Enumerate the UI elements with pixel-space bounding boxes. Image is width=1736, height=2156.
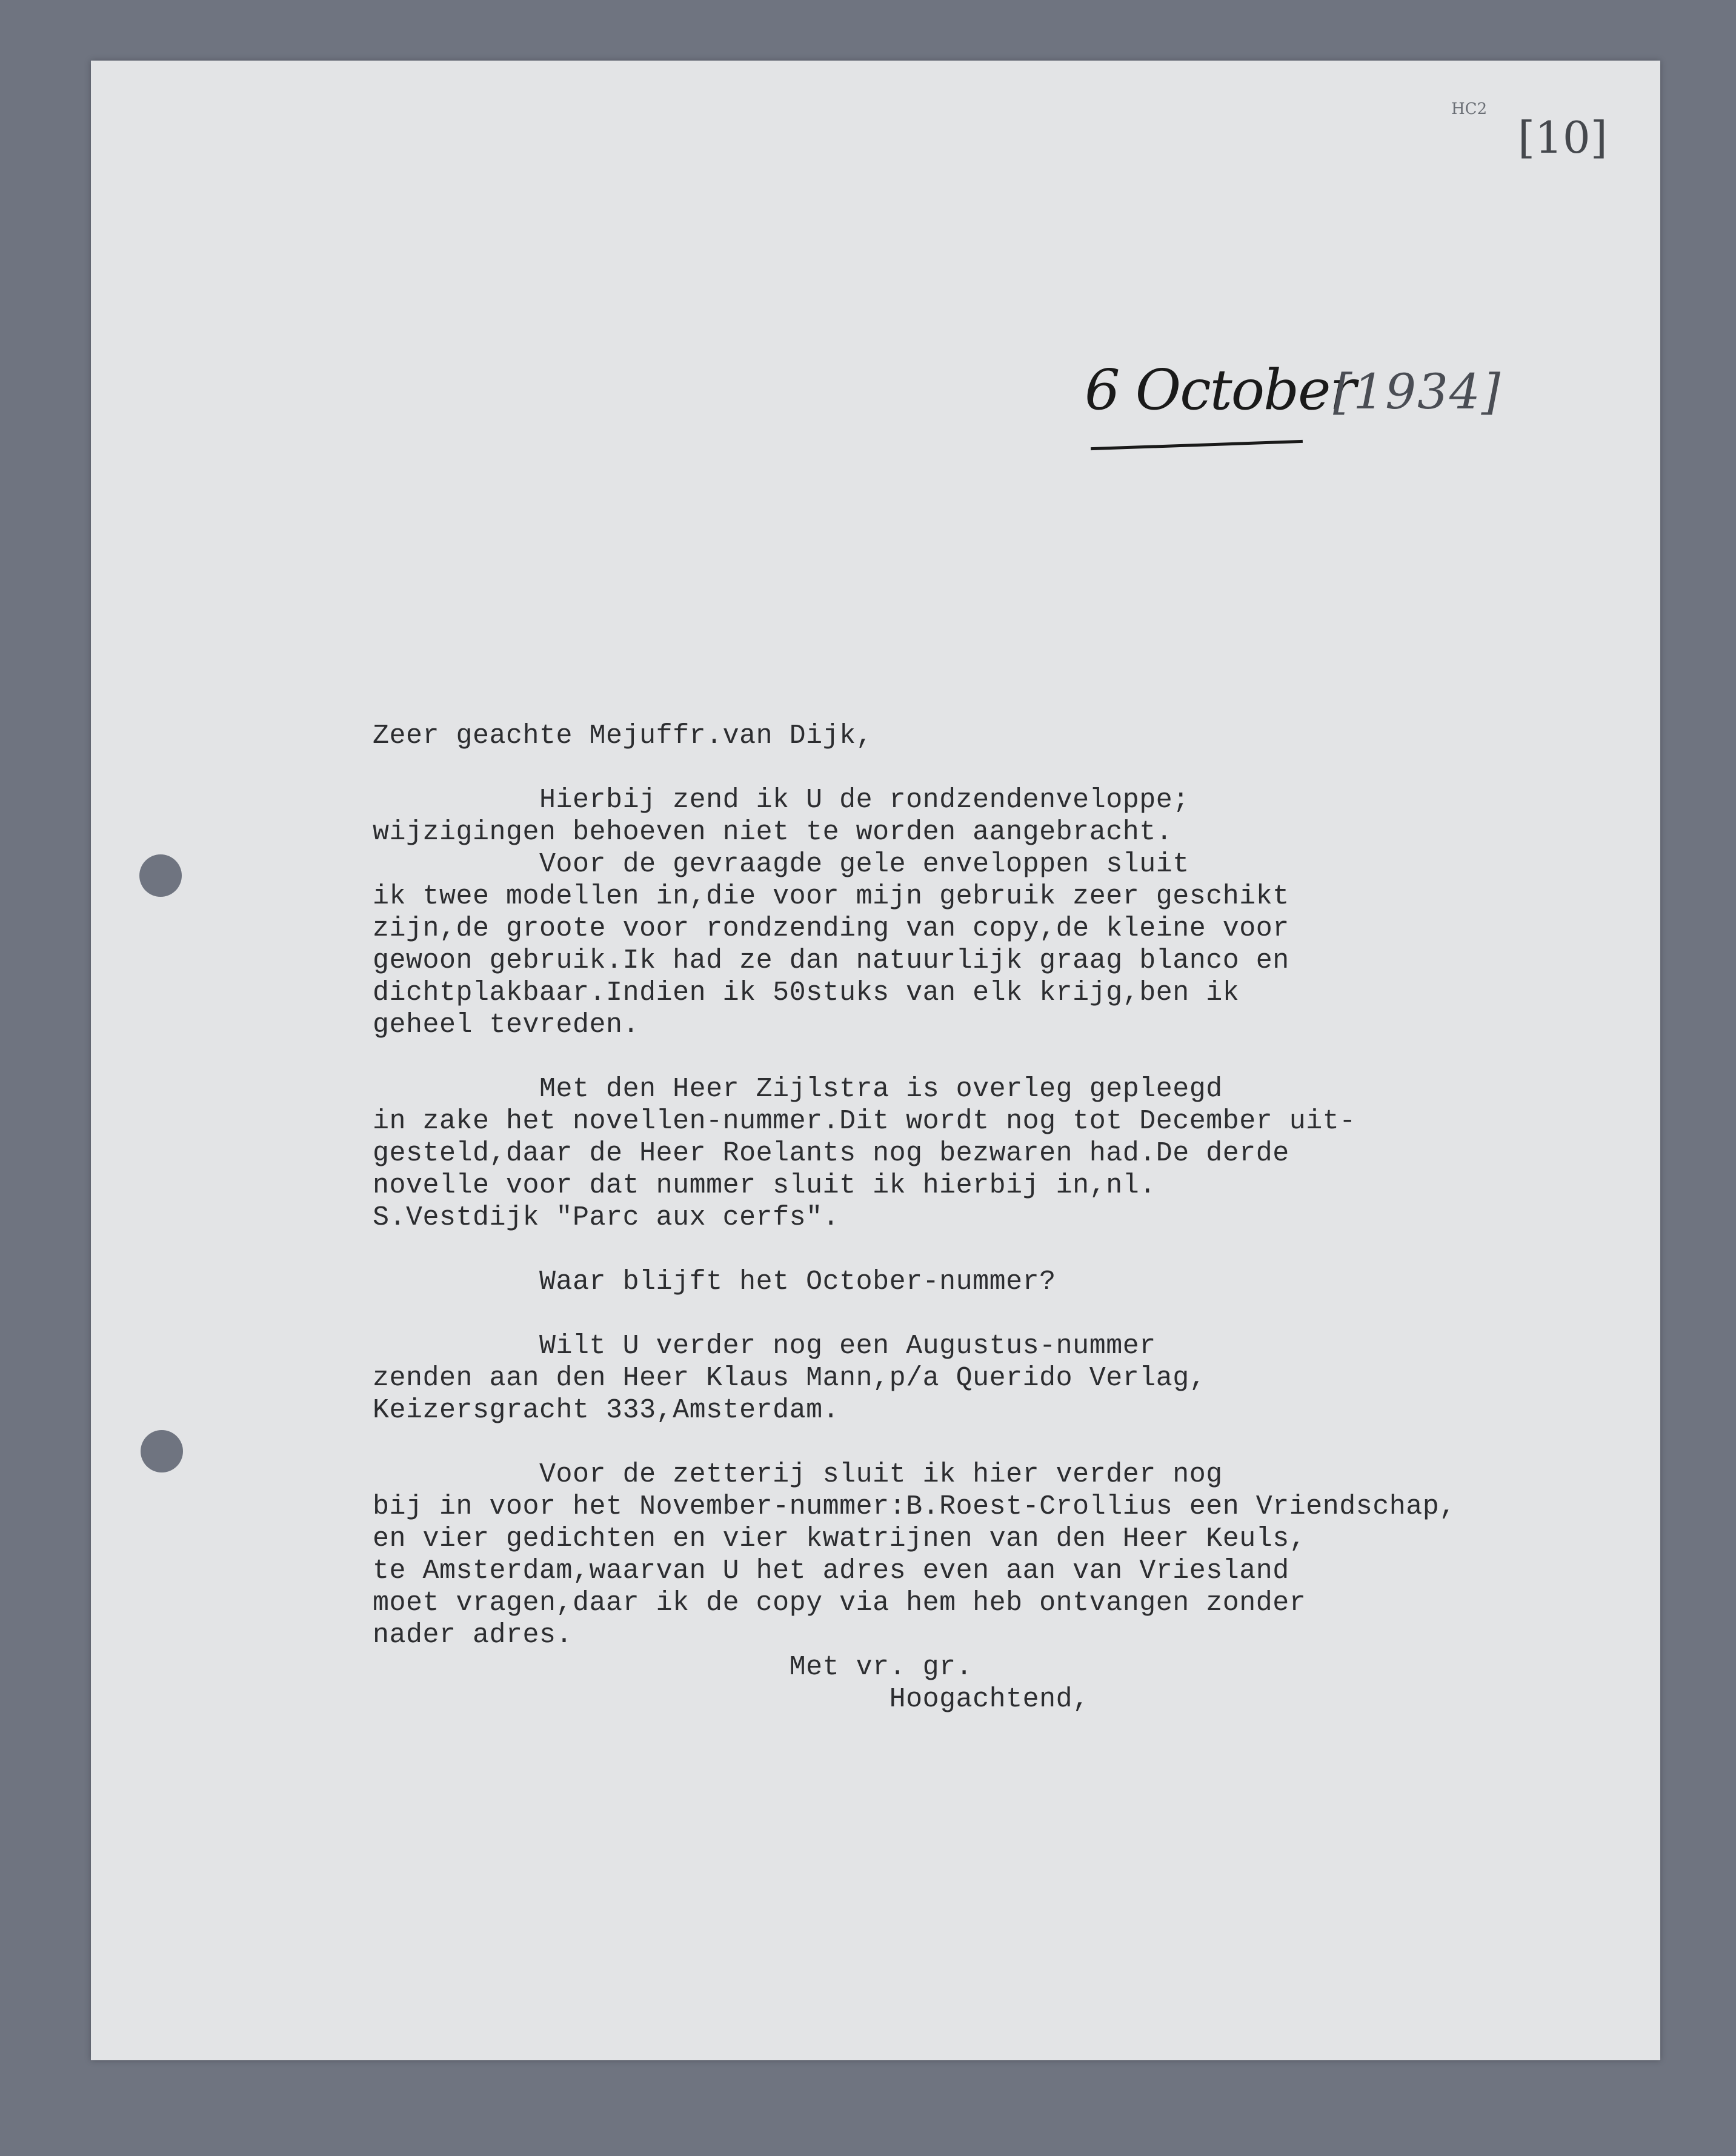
handwritten-date: 6 October	[1085, 358, 1355, 422]
letter-line: moet vragen,daar ik de copy via hem heb ontvangen zonder	[373, 1588, 1306, 1619]
letter-line	[373, 1426, 1615, 1459]
letter-line: Voor de gevraagde gele enveloppen sluit	[373, 849, 1189, 880]
letter-line: geheel tevreden.	[373, 1010, 640, 1040]
salutation: Zeer geachte Mejuffr.van Dijk,	[373, 720, 873, 751]
letter-line: en vier gedichten en vier kwatrijnen van den Heer Keuls,	[373, 1523, 1306, 1554]
letter-line: nader adres.	[373, 1620, 573, 1651]
salutation-gap	[373, 752, 1615, 784]
punch-hole-bottom	[141, 1430, 183, 1472]
body-lines	[373, 784, 1615, 1651]
letter-line: gesteld,daar de Heer Roelants nog bezwaren had.De derde	[373, 1138, 1289, 1169]
letter-line: in zake het novellen-nummer.Dit wordt nog tot December uit-	[373, 1106, 1356, 1137]
letter-line: novelle voor dat nummer sluit ik hierbij in,nl.	[373, 1170, 1156, 1201]
letter-line	[373, 1041, 1615, 1073]
closing-greeting: Met vr. gr.	[373, 1652, 973, 1683]
letter-line	[373, 1234, 1615, 1266]
letter-line	[373, 1298, 1615, 1330]
bracket-year: [1934]	[1333, 364, 1502, 420]
letter-sheet	[91, 61, 1660, 2060]
letter-line: zijn,de groote voor rondzending van copy,de kleine voor	[373, 913, 1289, 944]
letter-line: Waar blijft het October-nummer?	[373, 1266, 1056, 1297]
letter-line: Voor de zetterij sluit ik hier verder nog	[373, 1459, 1223, 1490]
letter-line: te Amsterdam,waarvan U het adres even aan van Vriesland	[373, 1555, 1289, 1586]
letter-line: zenden aan den Heer Klaus Mann,p/a Querido Verlag,	[373, 1363, 1206, 1394]
letter-line: gewoon gebruik.Ik had ze dan natuurlijk graag blanco en	[373, 945, 1289, 976]
letter-body	[373, 720, 1615, 1715]
letter-line: Keizersgracht 333,Amsterdam.	[373, 1395, 840, 1426]
letter-line: Hierbij zend ik U de rondzendenveloppe;	[373, 785, 1189, 816]
closing-signoff: Hoogachtend,	[373, 1684, 1089, 1715]
archive-folio-number: [10]	[1518, 112, 1608, 163]
letter-line: bij in voor het November-nummer:B.Roest-Crollius een Vriendschap,	[373, 1491, 1456, 1522]
letter-line: ik twee modellen in,die voor mijn gebruik zeer geschikt	[373, 881, 1289, 912]
letter-line: Wilt U verder nog een Augustus-nummer	[373, 1331, 1156, 1362]
letter-line: wijzigingen behoeven niet te worden aangebracht.	[373, 817, 1173, 848]
letter-line: S.Vestdijk "Parc aux cerfs".	[373, 1202, 840, 1233]
punch-hole-top	[139, 854, 182, 897]
archive-pencil-code: HC2	[1451, 100, 1488, 118]
letter-line: Met den Heer Zijlstra is overleg gepleegd	[373, 1074, 1223, 1105]
date-underline	[1091, 440, 1303, 450]
letter-line: dichtplakbaar.Indien ik 50stuks van elk krijg,ben ik	[373, 977, 1240, 1008]
